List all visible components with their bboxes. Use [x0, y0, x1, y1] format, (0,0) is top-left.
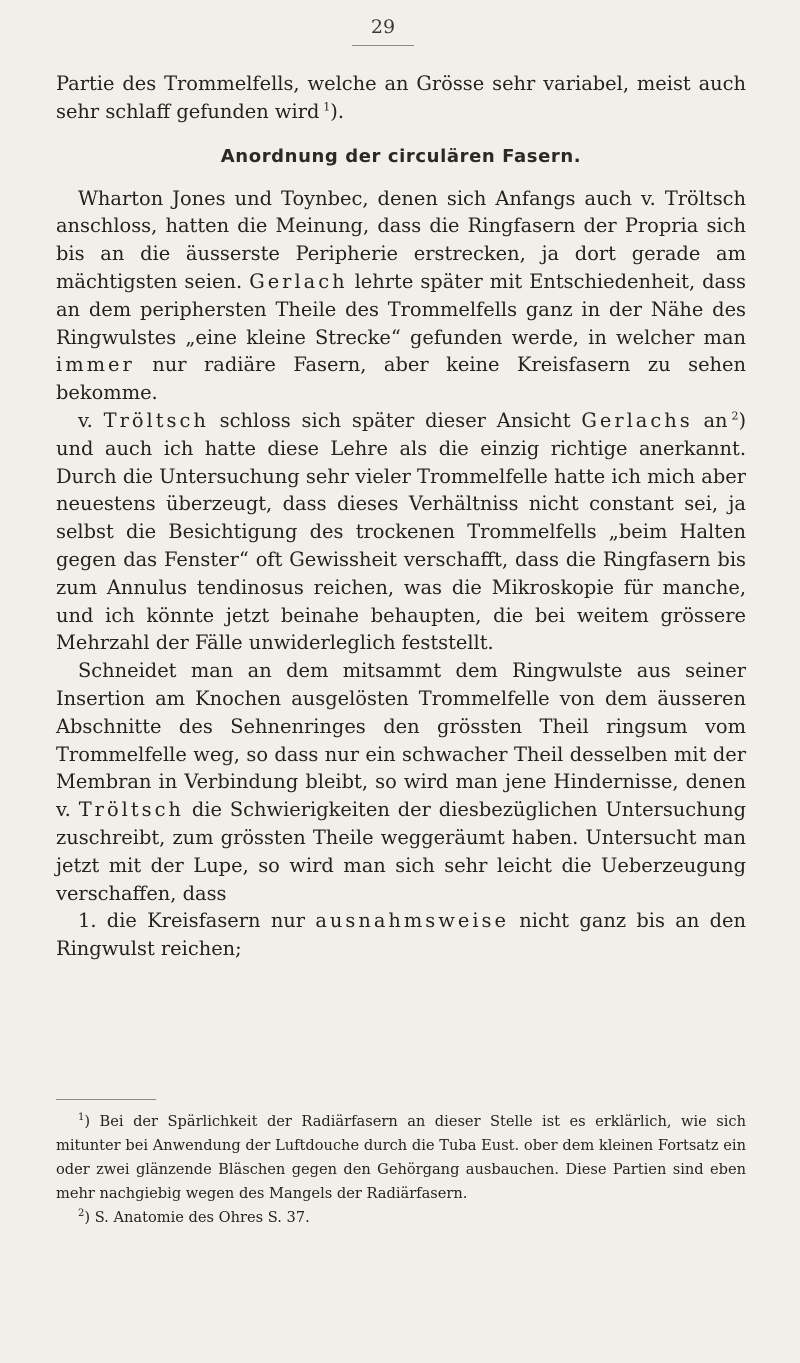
- paragraph-text: Partie des Trommelfells, welche an Grösse sehr variabel, meist auch sehr schlaff gefunden wird: [56, 72, 746, 123]
- paragraph-text: nur radiäre Fasern, aber keine Kreisfasern zu sehen bekomme.: [56, 353, 746, 405]
- author-name: Gerlachs: [581, 408, 693, 432]
- page-number-rule: [352, 45, 414, 46]
- paragraph-text: schloss sich später dieser Ansicht: [219, 408, 571, 432]
- footnote-text: ) Bei der Spärlichkeit der Radiärfasern an dieser Stelle ist es erklärlich, wie sich mitunter bei Anwendung der Luftdouche durch die Tuba Eust. ober dem kleinen Fortsatz ein oder zwei glänzende Bläschen gegen den Gehörgang ausbauchen. Diese Partien sind eben mehr nachgiebig wegen des Mangels der Radiärfasern.: [56, 1113, 746, 1202]
- paragraph: [56, 657, 746, 907]
- paragraph-text: 1. die Kreisfasern nur: [78, 909, 306, 933]
- paragraph-text: ) und auch ich hatte diese Lehre als die einzig richtige anerkannt. Durch die Untersuchung sehr vieler Trommelfelle hatte ich mich aber neuestens überzeugt, dass dieses Verhältniss nicht constant sei, ja selbst die Besichtigung des trockenen Trommelfells „beim Halten gegen das Fenster“ oft Gewissheit verschafft, dass die Ringfasern bis zum Annulus tendinosus reichen, was die Mikroskopie für manche, und ich könnte jetzt beinahe behaupten, die bei weitem grössere Mehrzahl der Fälle unwiderleglich feststellt.: [56, 408, 747, 655]
- footnote-mark: 1: [78, 1112, 85, 1124]
- paragraph-continuation: [56, 70, 746, 126]
- author-name: Gerlach: [249, 269, 348, 293]
- footnote-ref: 2: [731, 409, 739, 423]
- author-name: Tröltsch: [103, 408, 209, 432]
- paragraph-text: lehrte später mit Entschiedenheit, dass an dem periphersten Theile des Trommelfells ganz in der Nähe des Ringwulstes „eine kleine Strecke“ gefunden werde, in welcher man: [56, 269, 747, 349]
- footnote: [56, 1110, 746, 1206]
- paragraph-text: Wharton Jones und Toynbec, denen sich Anfangs auch v. Tröltsch anschloss, hatten die Meinung, dass die Ringfasern der Propria sich bis an die äusserste Peripherie erstrecken, ja dort gerade am mächtigsten seien.: [56, 186, 746, 293]
- footnote-mark: 2: [78, 1208, 85, 1220]
- page-number: 29: [370, 16, 396, 38]
- paragraph: [56, 407, 746, 657]
- paragraph-text: nicht ganz bis an den Ringwulst reichen;: [56, 909, 746, 961]
- section-heading: Anordnung der circulären Fasern.: [220, 145, 582, 167]
- footnote-rule: [56, 1099, 156, 1100]
- emphasis: ausnahmsweise: [315, 909, 509, 933]
- author-name: Tröltsch: [78, 798, 184, 822]
- footnotes: [56, 1099, 746, 1230]
- paragraph-text: Schneidet man an dem mitsammt dem Ringwulste aus seiner Insertion am Knochen ausgelösten Trommelfelle von dem äusseren Abschnitte des Sehnenringes den grössten Theil ringsum vom Trommelfelle weg, so dass nur ein schwacher Theil desselben mit der Membran in Verbindung bleibt, so wird man jene Hindernisse, denen v.: [56, 659, 746, 822]
- paragraph-text: ).: [330, 99, 345, 123]
- numbered-item: [56, 907, 746, 963]
- footnote-ref: 1: [323, 100, 331, 114]
- paragraph-text: v.: [78, 408, 93, 432]
- paragraph: [56, 185, 746, 407]
- paragraph-text: die Schwierigkeiten der diesbezüglichen Untersuchung zuschreibt, zum grössten Theile weggeräumt haben. Untersucht man jetzt mit der Lupe, so wird man sich sehr leicht die Ueberzeugung verschaffen, dass: [56, 798, 747, 905]
- footnote-text: ) S. Anatomie des Ohres S. 37.: [84, 1209, 310, 1226]
- footnote: [56, 1206, 746, 1230]
- emphasis: immer: [56, 353, 135, 377]
- paragraph-text: an: [703, 408, 728, 432]
- body-text: [56, 70, 746, 963]
